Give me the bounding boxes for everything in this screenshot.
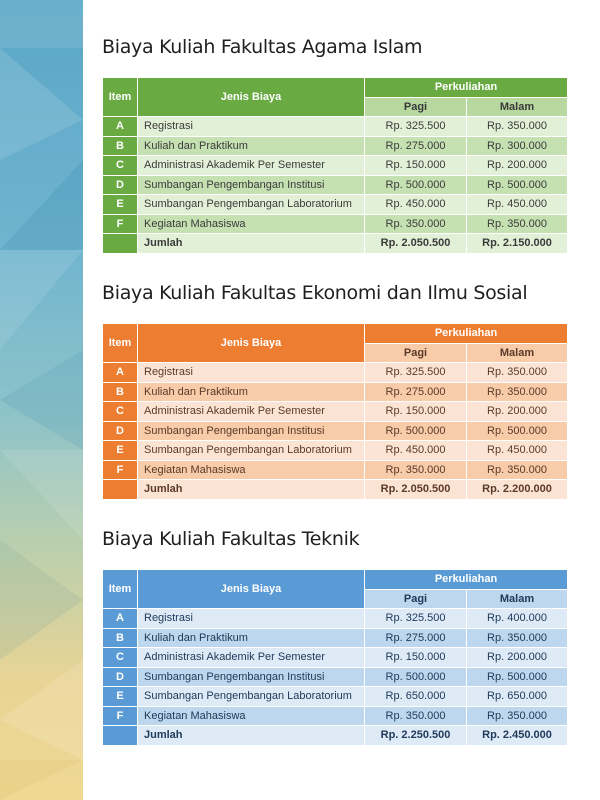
row-name: Administrasi Akademik Per Semester (138, 402, 365, 422)
row-malam: Rp. 450.000 (467, 441, 568, 461)
header-item: Item (103, 78, 138, 117)
row-pagi: Rp. 350.000 (365, 706, 467, 726)
header-malam: Malam (467, 589, 568, 609)
row-pagi: Rp. 325.500 (365, 609, 467, 629)
row-name: Kuliah dan Praktikum (138, 628, 365, 648)
fee-table-agama-islam (102, 77, 568, 254)
fee-table-ekonomi-ilmu-sosial (102, 323, 568, 500)
row-pagi: Rp. 150.000 (365, 156, 467, 176)
total-label: Jumlah (138, 480, 365, 500)
total-row (103, 726, 568, 746)
row-name: Registrasi (138, 609, 365, 629)
row-malam: Rp. 500.000 (467, 667, 568, 687)
row-malam: Rp. 350.000 (467, 214, 568, 234)
row-name: Sumbangan Pengembangan Laboratorium (138, 441, 365, 461)
row-pagi: Rp. 150.000 (365, 402, 467, 422)
row-malam: Rp. 200.000 (467, 156, 568, 176)
row-malam: Rp. 200.000 (467, 402, 568, 422)
section-title-ekonomi-ilmu-sosial: Biaya Kuliah Fakultas Ekonomi dan Ilmu Sosial (102, 282, 528, 304)
table-row (103, 441, 568, 461)
row-name: Sumbangan Pengembangan Institusi (138, 175, 365, 195)
table-row (103, 156, 568, 176)
row-item: D (103, 667, 138, 687)
row-malam: Rp. 300.000 (467, 136, 568, 156)
header-malam: Malam (467, 343, 568, 363)
row-pagi: Rp. 500.000 (365, 667, 467, 687)
row-pagi: Rp. 275.000 (365, 136, 467, 156)
row-name: Kuliah dan Praktikum (138, 382, 365, 402)
row-name: Kegiatan Mahasiswa (138, 460, 365, 480)
total-row (103, 480, 568, 500)
row-item: A (103, 117, 138, 137)
row-malam: Rp. 350.000 (467, 382, 568, 402)
table-row (103, 667, 568, 687)
row-item: F (103, 214, 138, 234)
header-jenis-biaya: Jenis Biaya (138, 324, 365, 363)
row-name: Kegiatan Mahasiswa (138, 214, 365, 234)
table-row (103, 460, 568, 480)
row-pagi: Rp. 150.000 (365, 648, 467, 668)
total-label: Jumlah (138, 234, 365, 254)
row-pagi: Rp. 500.000 (365, 421, 467, 441)
total-malam: Rp. 2.200.000 (467, 480, 568, 500)
row-malam: Rp. 400.000 (467, 609, 568, 629)
header-item: Item (103, 570, 138, 609)
row-pagi: Rp. 350.000 (365, 460, 467, 480)
table-row (103, 628, 568, 648)
row-malam: Rp. 200.000 (467, 648, 568, 668)
table-row (103, 363, 568, 383)
row-name: Registrasi (138, 117, 365, 137)
total-pagi: Rp. 2.050.500 (365, 480, 467, 500)
row-malam: Rp. 350.000 (467, 628, 568, 648)
row-malam: Rp. 350.000 (467, 363, 568, 383)
header-perkuliahan: Perkuliahan (365, 78, 568, 98)
row-pagi: Rp. 650.000 (365, 687, 467, 707)
total-item-blank (103, 726, 138, 746)
decorative-side-stripe (0, 0, 83, 800)
table-row (103, 214, 568, 234)
row-item: B (103, 136, 138, 156)
header-item: Item (103, 324, 138, 363)
row-item: A (103, 609, 138, 629)
header-pagi: Pagi (365, 589, 467, 609)
row-pagi: Rp. 500.000 (365, 175, 467, 195)
row-name: Sumbangan Pengembangan Institusi (138, 667, 365, 687)
table-row (103, 195, 568, 215)
row-name: Sumbangan Pengembangan Laboratorium (138, 195, 365, 215)
table-row (103, 117, 568, 137)
table-row (103, 706, 568, 726)
row-item: D (103, 175, 138, 195)
total-item-blank (103, 234, 138, 254)
row-pagi: Rp. 325.500 (365, 363, 467, 383)
row-pagi: Rp. 450.000 (365, 195, 467, 215)
row-malam: Rp. 650.000 (467, 687, 568, 707)
row-name: Registrasi (138, 363, 365, 383)
row-item: B (103, 382, 138, 402)
table-row (103, 648, 568, 668)
row-item: F (103, 706, 138, 726)
row-malam: Rp. 500.000 (467, 175, 568, 195)
row-item: A (103, 363, 138, 383)
row-name: Administrasi Akademik Per Semester (138, 156, 365, 176)
row-pagi: Rp. 275.000 (365, 382, 467, 402)
row-name: Kuliah dan Praktikum (138, 136, 365, 156)
section-title-teknik: Biaya Kuliah Fakultas Teknik (102, 528, 360, 550)
row-item: D (103, 421, 138, 441)
total-pagi: Rp. 2.050.500 (365, 234, 467, 254)
row-item: E (103, 687, 138, 707)
row-name: Administrasi Akademik Per Semester (138, 648, 365, 668)
row-item: B (103, 628, 138, 648)
total-item-blank (103, 480, 138, 500)
row-item: C (103, 156, 138, 176)
header-perkuliahan: Perkuliahan (365, 570, 568, 590)
row-malam: Rp. 350.000 (467, 706, 568, 726)
row-pagi: Rp. 350.000 (365, 214, 467, 234)
row-pagi: Rp. 450.000 (365, 441, 467, 461)
total-malam: Rp. 2.450.000 (467, 726, 568, 746)
header-perkuliahan: Perkuliahan (365, 324, 568, 344)
row-malam: Rp. 500.000 (467, 421, 568, 441)
row-malam: Rp. 350.000 (467, 460, 568, 480)
row-name: Kegiatan Mahasiswa (138, 706, 365, 726)
header-pagi: Pagi (365, 97, 467, 117)
header-jenis-biaya: Jenis Biaya (138, 78, 365, 117)
section-title-agama-islam: Biaya Kuliah Fakultas Agama Islam (102, 36, 423, 58)
header-jenis-biaya: Jenis Biaya (138, 570, 365, 609)
row-malam: Rp. 450.000 (467, 195, 568, 215)
header-pagi: Pagi (365, 343, 467, 363)
table-row (103, 175, 568, 195)
row-item: C (103, 648, 138, 668)
table-row (103, 382, 568, 402)
table-row (103, 402, 568, 422)
row-item: F (103, 460, 138, 480)
header-malam: Malam (467, 97, 568, 117)
row-malam: Rp. 350.000 (467, 117, 568, 137)
total-label: Jumlah (138, 726, 365, 746)
table-row (103, 609, 568, 629)
fee-table-teknik (102, 569, 568, 746)
geometric-pattern (0, 0, 83, 800)
total-row (103, 234, 568, 254)
row-item: C (103, 402, 138, 422)
total-pagi: Rp. 2.250.500 (365, 726, 467, 746)
row-name: Sumbangan Pengembangan Institusi (138, 421, 365, 441)
table-row (103, 687, 568, 707)
row-item: E (103, 441, 138, 461)
row-pagi: Rp. 325.500 (365, 117, 467, 137)
row-pagi: Rp. 275.000 (365, 628, 467, 648)
table-row (103, 136, 568, 156)
row-name: Sumbangan Pengembangan Laboratorium (138, 687, 365, 707)
table-row (103, 421, 568, 441)
total-malam: Rp. 2.150.000 (467, 234, 568, 254)
row-item: E (103, 195, 138, 215)
